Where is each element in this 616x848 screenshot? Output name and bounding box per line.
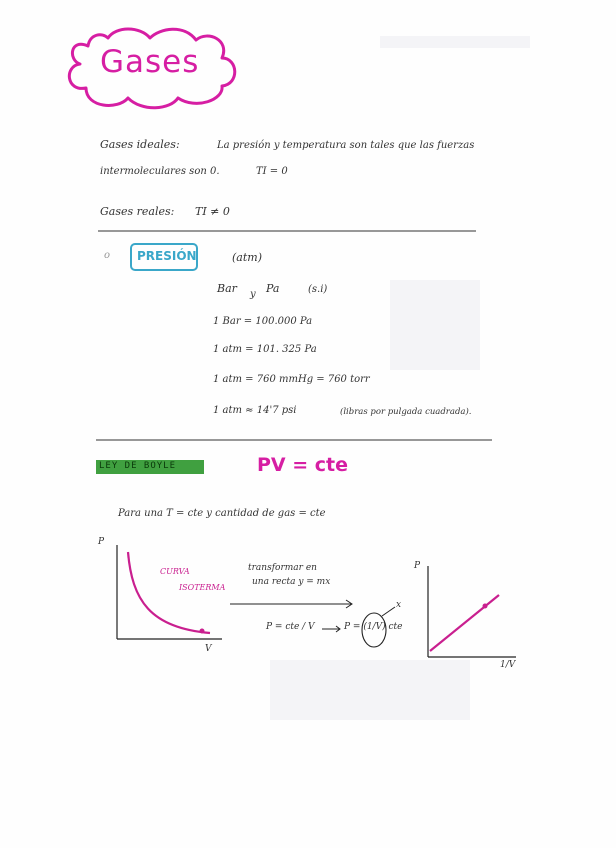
isotherm-label-2: ISOTERMA	[179, 583, 226, 592]
ideal-gases-definition: La presión y temperatura son tales que las fuerzas	[217, 140, 475, 151]
pressure-psi-note: (libras por pulgada cuadrada).	[340, 407, 472, 417]
isotherm-label-1: CURVA	[160, 567, 190, 576]
x-mark: x	[396, 600, 402, 610]
pressure-pa: Pa	[266, 282, 280, 295]
right-graph-x-label: 1/V	[500, 660, 516, 670]
isotherm-curve	[128, 552, 210, 633]
pressure-bar: Bar	[217, 282, 237, 295]
pressure-eq-psi: 1 atm ≈ 14'7 psi	[213, 405, 297, 416]
real-gases-ti: TI ≠ 0	[195, 205, 230, 218]
boyle-condition: Para una T = cte y cantidad de gas = cte	[118, 508, 326, 519]
right-graph-p-label: P	[414, 561, 421, 571]
transform-line-1: transformar en	[248, 563, 317, 573]
boyle-badge: LEY DE BOYLE	[99, 461, 177, 471]
pressure-eq-bar: 1 Bar = 100.000 Pa	[213, 316, 313, 327]
pressure-bullet: o	[104, 250, 111, 261]
equation-right: P = (1/V) cte	[344, 622, 403, 632]
pressure-eq-pa: 1 atm = 101. 325 Pa	[213, 344, 317, 355]
pressure-si: (s.i)	[308, 284, 328, 295]
left-graph-v-label: V	[205, 644, 212, 654]
pressure-badge: PRESIÓN	[137, 249, 197, 263]
boyle-formula: PV = cte	[257, 454, 349, 476]
ideal-gases-label: Gases ideales:	[100, 138, 180, 151]
transform-line-2: una recta y = mx	[252, 577, 331, 587]
linear-point	[483, 604, 488, 609]
pressure-unit: (atm)	[232, 251, 262, 264]
isotherm-point	[200, 629, 205, 634]
ideal-gases-ti: TI = 0	[256, 166, 288, 177]
ideal-gases-definition-cont: intermoleculares son 0.	[100, 166, 220, 177]
page-title: Gases	[100, 44, 200, 80]
real-gases-label: Gases reales:	[100, 205, 175, 218]
left-graph-p-label: P	[98, 537, 105, 547]
linear-relation-line	[430, 595, 499, 651]
pressure-y: y	[250, 289, 256, 300]
pressure-eq-mmhg: 1 atm = 760 mmHg = 760 torr	[213, 374, 370, 385]
equation-left: P = cte / V	[266, 622, 315, 632]
